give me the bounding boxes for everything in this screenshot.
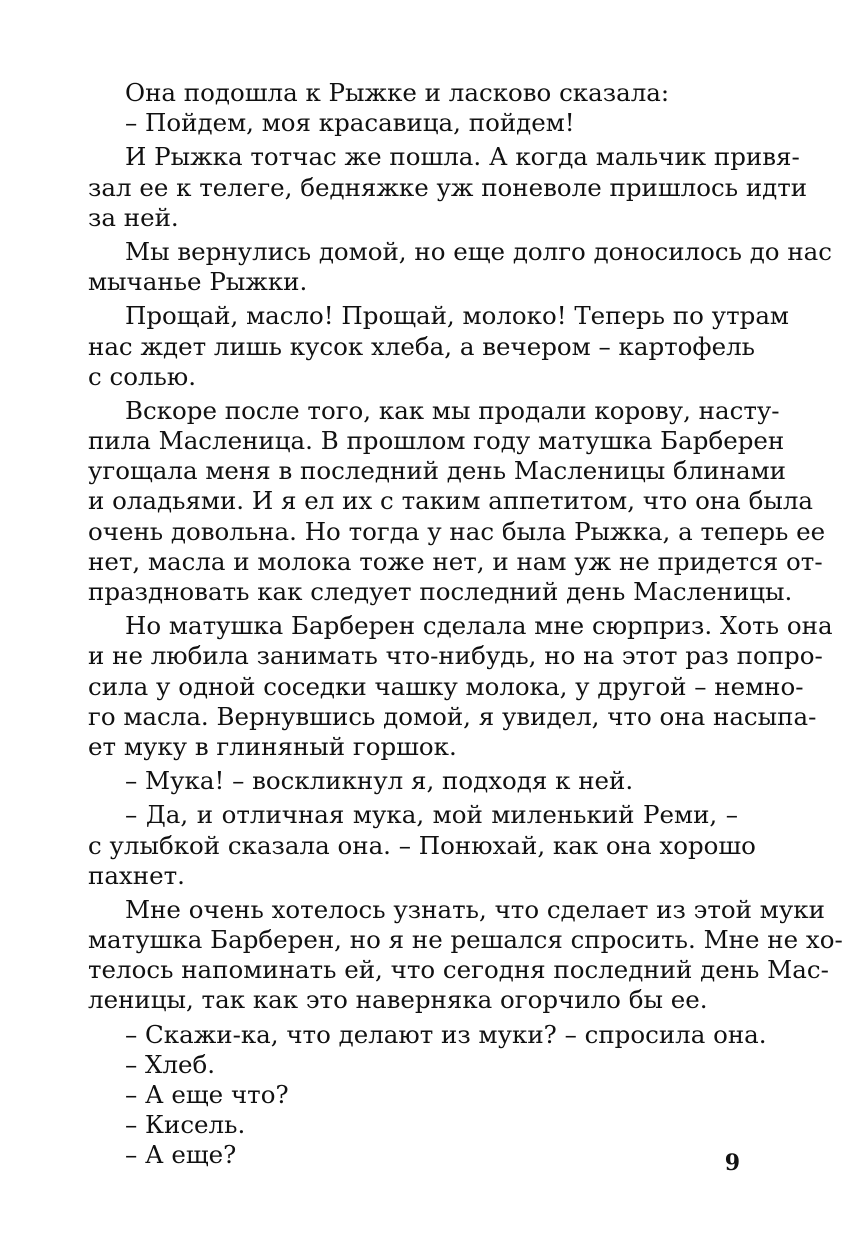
- text-line: пила Масленица. В прошлом году матушка Барберен: [88, 426, 785, 456]
- text-line: – Хлеб.: [125, 1049, 216, 1079]
- text-line: – Да, и отличная мука, мой миленький Реми, –: [125, 800, 738, 830]
- text-line: – Мука! – воскликнул я, подходя к ней.: [125, 766, 634, 796]
- text-line: ет муку в глиняный горшок.: [88, 731, 457, 761]
- text-line: с солью.: [88, 361, 197, 391]
- text-line: пахнет.: [88, 860, 185, 890]
- text-line: – А еще?: [125, 1140, 237, 1170]
- text-line: телось напоминать ей, что сегодня последний день Мас-: [88, 955, 829, 985]
- text-line: и оладьями. И я ел их с таким аппетитом, что она была: [88, 486, 813, 516]
- text-line: – Скажи-ка, что делают из муки? – спросила она.: [125, 1019, 767, 1049]
- text-line: И Рыжка тотчас же пошла. А когда мальчик привя-: [125, 142, 800, 172]
- page-number: 9: [724, 1150, 740, 1176]
- text-line: Прощай, масло! Прощай, молоко! Теперь по утрам: [125, 301, 789, 331]
- text-line: Она подошла к Рыжке и ласково сказала:: [125, 78, 670, 107]
- text-line: – Кисель.: [125, 1110, 246, 1140]
- text-line: Вскоре после того, как мы продали корову, насту-: [125, 395, 780, 425]
- text-line: с улыбкой сказала она. – Понюхай, как она хорошо: [88, 830, 756, 860]
- text-line: мычанье Рыжки.: [88, 267, 308, 297]
- text-line: – Пойдем, моя красавица, пойдем!: [125, 108, 575, 138]
- text-line: зал ее к телеге, бедняжке уж поневоле пришлось идти: [88, 172, 808, 202]
- text-line: очень довольна. Но тогда у нас была Рыжка, а теперь ее: [88, 516, 826, 546]
- text-line: за ней.: [88, 202, 179, 232]
- body-text: [88, 78, 843, 1171]
- text-line: угощала меня в последний день Масленицы блинами: [88, 456, 786, 486]
- text-line: го масла. Вернувшись домой, я увидел, что она насыпа-: [88, 701, 817, 731]
- text-line: нас ждет лишь кусок хлеба, а вечером – картофель: [88, 331, 756, 361]
- text-line: – А еще что?: [125, 1080, 289, 1109]
- text-line: Мы вернулись домой, но еще долго доносилось до нас: [125, 236, 832, 266]
- text-line: леницы, так как это наверняка огорчило бы ее.: [88, 985, 708, 1015]
- text-line: праздновать как следует последний день Масленицы.: [88, 577, 793, 606]
- text-line: сила у одной соседки чашку молока, у другой – немно-: [88, 671, 804, 701]
- text-line: Мне очень хотелось узнать, что сделает из этой муки: [125, 894, 825, 924]
- text-line: матушка Барберен, но я не решался спросить. Мне не хо-: [88, 925, 843, 955]
- text-line: нет, масла и молока тоже нет, и нам уж не придется от-: [88, 546, 823, 576]
- text-line: и не любила занимать что-нибудь, но на этот раз попро-: [88, 641, 823, 671]
- text-line: Но матушка Барберен сделала мне сюрприз. Хоть она: [125, 611, 833, 641]
